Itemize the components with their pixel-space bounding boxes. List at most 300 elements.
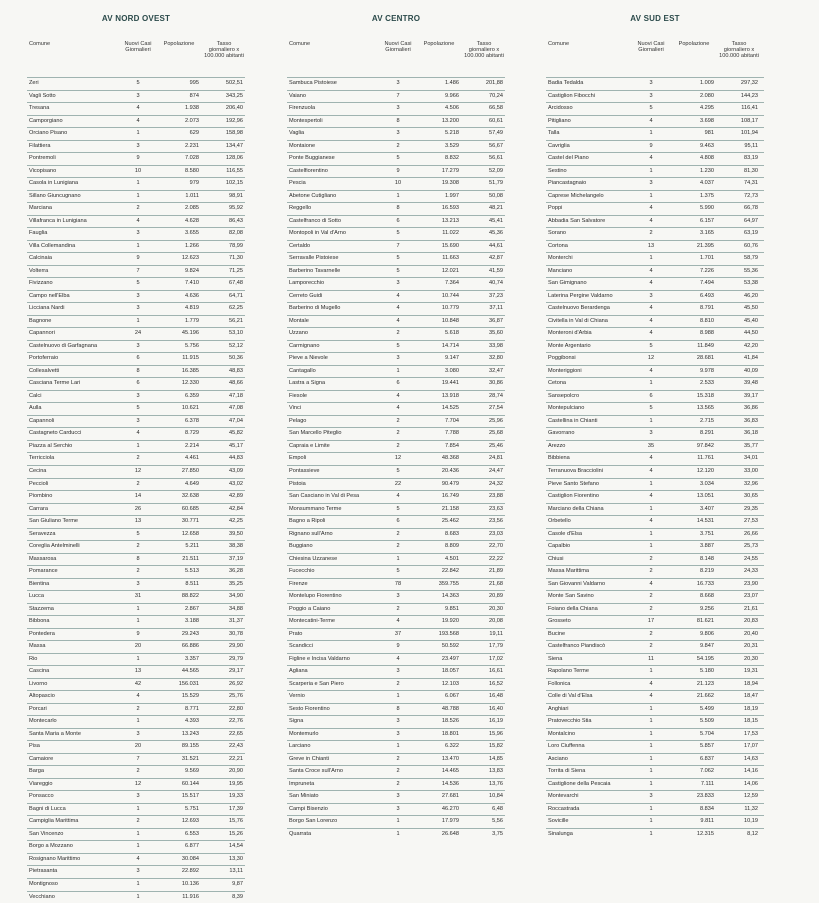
cases-cell: 3 xyxy=(396,593,400,600)
table-row xyxy=(546,440,764,453)
population-cell: 7.854 xyxy=(445,442,459,449)
cases-cell: 1 xyxy=(649,730,653,737)
rate-cell: 50,36 xyxy=(229,355,243,362)
table-row xyxy=(546,402,764,415)
rate-cell: 72,73 xyxy=(744,192,758,199)
comune-cell: Montopoli in Val d'Arno xyxy=(289,230,346,237)
rate-cell: 36,86 xyxy=(744,405,758,412)
population-cell: 8.988 xyxy=(700,330,714,337)
cases-cell: 4 xyxy=(396,317,400,324)
column-headers xyxy=(546,41,764,75)
table-row xyxy=(546,140,764,153)
comune-cell: Vecchiano xyxy=(29,893,55,900)
comune-cell: Bagnone xyxy=(29,317,52,324)
table-row xyxy=(287,665,505,678)
rate-cell: 24,33 xyxy=(744,568,758,575)
population-cell: 16.593 xyxy=(441,205,459,212)
population-cell: 8.832 xyxy=(445,155,459,162)
comune-cell: Porcari xyxy=(29,705,47,712)
rate-cell: 23,03 xyxy=(489,530,503,537)
table-row xyxy=(546,828,764,841)
cases-cell: 1 xyxy=(649,417,653,424)
cases-cell: 4 xyxy=(649,518,653,525)
comune-cell: Fiesole xyxy=(289,392,308,399)
population-cell: 17.979 xyxy=(441,818,459,825)
cases-cell: 4 xyxy=(396,292,400,299)
rate-cell: 67,48 xyxy=(229,280,243,287)
comune-cell: Rio xyxy=(29,655,38,662)
rate-cell: 22,22 xyxy=(489,555,503,562)
comune-cell: Anghiari xyxy=(548,705,569,712)
cases-cell: 7 xyxy=(136,267,140,274)
population-cell: 6.378 xyxy=(185,417,199,424)
comune-cell: Gavorrano xyxy=(548,430,575,437)
cases-cell: 4 xyxy=(649,317,653,324)
population-cell: 7.704 xyxy=(445,417,459,424)
comune-cell: Signa xyxy=(289,718,304,725)
population-cell: 5.218 xyxy=(445,130,459,137)
table-row xyxy=(27,715,245,728)
column-headers xyxy=(287,41,505,75)
population-cell: 7.028 xyxy=(185,155,199,162)
header-comune: Comune xyxy=(548,41,570,47)
comune-cell: Montaione xyxy=(289,142,316,149)
table-row xyxy=(27,402,245,415)
comune-cell: Lastra a Signa xyxy=(289,380,326,387)
comune-cell: Montecarlo xyxy=(29,718,57,725)
comune-cell: Piazza al Serchio xyxy=(29,442,73,449)
rate-cell: 39,48 xyxy=(744,380,758,387)
population-cell: 13.051 xyxy=(696,493,714,500)
rate-cell: 19,95 xyxy=(229,780,243,787)
cases-cell: 4 xyxy=(649,305,653,312)
cases-cell: 4 xyxy=(649,267,653,274)
population-cell: 19.920 xyxy=(441,618,459,625)
rate-cell: 17,02 xyxy=(489,655,503,662)
table-row xyxy=(27,553,245,566)
population-cell: 4.037 xyxy=(700,180,714,187)
population-cell: 27.850 xyxy=(181,467,199,474)
population-cell: 18.801 xyxy=(441,730,459,737)
table-row xyxy=(546,227,764,240)
table-row xyxy=(27,590,245,603)
comune-cell: Casciana Terme Lari xyxy=(29,380,81,387)
rate-cell: 18,94 xyxy=(744,680,758,687)
table-row xyxy=(27,240,245,253)
table-row xyxy=(287,102,505,115)
table-row xyxy=(546,578,764,591)
cases-cell: 5 xyxy=(396,342,400,349)
table-row xyxy=(287,565,505,578)
population-cell: 8.809 xyxy=(445,543,459,550)
table-row xyxy=(546,415,764,428)
population-cell: 14.363 xyxy=(441,593,459,600)
rate-cell: 56,61 xyxy=(489,155,503,162)
population-cell: 12.693 xyxy=(181,818,199,825)
table-row xyxy=(27,728,245,741)
rate-cell: 42,89 xyxy=(229,493,243,500)
cases-cell: 7 xyxy=(136,755,140,762)
table-row xyxy=(27,390,245,403)
header-population: Popolazione xyxy=(423,41,455,47)
cases-cell: 12 xyxy=(647,355,655,362)
table-row xyxy=(287,703,505,716)
comune-cell: Terricciola xyxy=(29,455,55,462)
table-row xyxy=(287,240,505,253)
table-row xyxy=(27,891,245,903)
population-cell: 2.231 xyxy=(185,142,199,149)
cases-cell: 2 xyxy=(136,705,140,712)
rate-cell: 14,85 xyxy=(489,755,503,762)
cases-cell: 9 xyxy=(396,643,400,650)
rate-cell: 52,09 xyxy=(489,167,503,174)
table-row xyxy=(546,653,764,666)
rate-cell: 128,06 xyxy=(225,155,243,162)
table-row xyxy=(27,640,245,653)
header-comune: Comune xyxy=(289,41,311,47)
comune-cell: Borgo San Lorenzo xyxy=(289,818,338,825)
rate-cell: 116,55 xyxy=(226,167,243,174)
population-cell: 3.165 xyxy=(700,230,714,237)
cases-cell: 2 xyxy=(136,768,140,775)
table-row xyxy=(546,528,764,541)
comune-cell: Bucine xyxy=(548,630,566,637)
comune-cell: Pitigliano xyxy=(548,117,571,124)
population-cell: 8.219 xyxy=(700,568,714,575)
population-cell: 22.842 xyxy=(441,568,459,575)
population-cell: 8.668 xyxy=(700,593,714,600)
table-body xyxy=(287,77,505,840)
rate-cell: 20,40 xyxy=(744,630,758,637)
population-cell: 5.751 xyxy=(185,805,199,812)
cases-cell: 42 xyxy=(134,680,142,687)
comune-cell: Massa xyxy=(29,643,46,650)
comune-cell: Capalbio xyxy=(548,543,571,550)
population-cell: 1.375 xyxy=(700,192,714,199)
population-cell: 45.196 xyxy=(181,330,199,337)
table-row xyxy=(287,803,505,816)
population-cell: 629 xyxy=(189,130,199,137)
comune-cell: Pontassieve xyxy=(289,467,320,474)
rate-cell: 192,96 xyxy=(225,117,243,124)
comune-cell: Bagno a Ripoli xyxy=(289,518,326,525)
cases-cell: 3 xyxy=(136,730,140,737)
comune-cell: Greve in Chianti xyxy=(289,755,330,762)
rate-cell: 28,74 xyxy=(489,392,503,399)
rate-cell: 22,65 xyxy=(229,730,243,737)
rate-cell: 57,49 xyxy=(489,130,503,137)
cases-cell: 4 xyxy=(136,855,140,862)
rate-cell: 14,06 xyxy=(744,780,758,787)
rate-cell: 343,25 xyxy=(225,92,243,99)
table-row xyxy=(546,715,764,728)
rate-cell: 60,76 xyxy=(744,242,758,249)
comune-cell: Abbadia San Salvatore xyxy=(548,217,606,224)
cases-cell: 20 xyxy=(134,643,142,650)
comune-cell: Cantagallo xyxy=(289,367,316,374)
rate-cell: 42,84 xyxy=(229,505,243,512)
cases-cell: 3 xyxy=(649,793,653,800)
rate-cell: 24,55 xyxy=(744,555,758,562)
cases-cell: 1 xyxy=(396,555,400,562)
table-row xyxy=(27,565,245,578)
table-row xyxy=(27,815,245,828)
rate-cell: 20,30 xyxy=(744,655,758,662)
table-row xyxy=(27,227,245,240)
table-row xyxy=(546,628,764,641)
table-row xyxy=(27,740,245,753)
table-row xyxy=(27,753,245,766)
rate-cell: 55,36 xyxy=(744,267,758,274)
table-row xyxy=(27,365,245,378)
rate-cell: 17,53 xyxy=(744,730,758,737)
table-row xyxy=(27,165,245,178)
rate-cell: 41,59 xyxy=(489,267,503,274)
table-row xyxy=(287,765,505,778)
table-row xyxy=(546,665,764,678)
rate-cell: 62,25 xyxy=(229,305,243,312)
cases-cell: 31 xyxy=(134,593,142,600)
table-row xyxy=(287,490,505,503)
table-row xyxy=(546,202,764,215)
comune-cell: Castelfranco di Sotto xyxy=(289,217,341,224)
population-cell: 8.810 xyxy=(700,317,714,324)
comune-cell: Camporgiano xyxy=(29,117,63,124)
comune-cell: Vicopisano xyxy=(29,167,57,174)
table-row xyxy=(546,515,764,528)
comune-cell: Campi Bisenzio xyxy=(289,805,328,812)
population-cell: 5.499 xyxy=(700,705,714,712)
rate-cell: 13,30 xyxy=(229,855,243,862)
comune-cell: Sovicille xyxy=(548,818,569,825)
rate-cell: 24,81 xyxy=(489,455,503,462)
cases-cell: 4 xyxy=(649,580,653,587)
table-row xyxy=(546,640,764,653)
cases-cell: 1 xyxy=(649,818,653,825)
comune-cell: Santa Croce sull'Arno xyxy=(289,768,343,775)
cases-cell: 3 xyxy=(136,417,140,424)
rate-cell: 102,15 xyxy=(225,180,243,187)
comune-cell: San Vincenzo xyxy=(29,830,64,837)
population-cell: 21.662 xyxy=(696,693,714,700)
comune-cell: Ponte Buggianese xyxy=(289,155,335,162)
comune-cell: Sesto Fiorentino xyxy=(289,705,330,712)
rate-cell: 20,31 xyxy=(744,643,758,650)
table-row xyxy=(27,615,245,628)
cases-cell: 7 xyxy=(396,242,400,249)
rate-cell: 40,74 xyxy=(489,280,503,287)
rate-cell: 21,68 xyxy=(489,580,503,587)
comune-cell: Monsummano Terme xyxy=(289,505,342,512)
comune-cell: Montemurlo xyxy=(289,730,319,737)
comune-cell: Scandicci xyxy=(289,643,313,650)
table-row xyxy=(546,790,764,803)
comune-cell: Altopascio xyxy=(29,693,55,700)
cases-cell: 5 xyxy=(396,568,400,575)
comune-cell: Capannori xyxy=(29,330,55,337)
comune-cell: Sorano xyxy=(548,230,567,237)
cases-cell: 9 xyxy=(136,255,140,262)
population-cell: 7.111 xyxy=(700,780,714,787)
population-cell: 9.256 xyxy=(700,605,714,612)
population-cell: 44.565 xyxy=(181,668,199,675)
population-cell: 16.733 xyxy=(696,580,714,587)
population-cell: 21.511 xyxy=(182,555,199,562)
table-row xyxy=(287,553,505,566)
rate-cell: 42,87 xyxy=(489,255,503,262)
table-row xyxy=(27,290,245,303)
table-row xyxy=(546,165,764,178)
comune-cell: Zeri xyxy=(29,80,39,86)
population-cell: 13.243 xyxy=(181,730,199,737)
table-row xyxy=(546,490,764,503)
comune-cell: Tresana xyxy=(29,105,50,112)
rate-cell: 46,20 xyxy=(744,292,758,299)
rate-cell: 32,80 xyxy=(489,355,503,362)
population-cell: 2.080 xyxy=(700,92,714,99)
comune-cell: Quarrata xyxy=(289,830,312,837)
comune-cell: San Marcello Piteglio xyxy=(289,430,342,437)
cases-cell: 1 xyxy=(396,192,400,199)
comune-cell: Calci xyxy=(29,392,42,399)
cases-cell: 5 xyxy=(649,342,653,349)
cases-cell: 4 xyxy=(136,117,140,124)
population-cell: 3.407 xyxy=(700,505,714,512)
table-row xyxy=(546,377,764,390)
table-row xyxy=(27,503,245,516)
comune-cell: Larciano xyxy=(289,743,311,750)
population-cell: 22.892 xyxy=(181,868,199,875)
cases-cell: 4 xyxy=(396,305,400,312)
cases-cell: 1 xyxy=(136,893,140,900)
rate-cell: 31,37 xyxy=(229,618,243,625)
rate-cell: 21,61 xyxy=(744,605,758,612)
header-cases: Nuovi Casi Giornalieri xyxy=(124,41,152,54)
rate-cell: 45,17 xyxy=(229,442,243,449)
comune-cell: Vernio xyxy=(289,693,305,700)
table-row xyxy=(287,202,505,215)
table-row xyxy=(287,340,505,353)
rate-cell: 98,91 xyxy=(229,192,243,199)
table-row xyxy=(287,452,505,465)
comune-cell: Certaldo xyxy=(289,242,311,249)
population-cell: 3.529 xyxy=(445,142,459,149)
population-cell: 2.085 xyxy=(185,205,199,212)
table-row xyxy=(546,690,764,703)
cases-cell: 4 xyxy=(396,405,400,412)
population-cell: 50.592 xyxy=(441,643,459,650)
table-row xyxy=(27,603,245,616)
population-cell: 13.213 xyxy=(441,217,459,224)
rate-cell: 43,09 xyxy=(229,467,243,474)
cases-cell: 1 xyxy=(649,705,653,712)
table-row xyxy=(27,678,245,691)
table-row xyxy=(546,90,764,103)
comune-cell: Sillano Giuncugnano xyxy=(29,192,81,199)
comune-cell: Borgo a Mozzano xyxy=(29,843,73,850)
cases-cell: 5 xyxy=(136,280,140,287)
cases-cell: 5 xyxy=(396,230,400,237)
rate-cell: 39,50 xyxy=(229,530,243,537)
cases-cell: 12 xyxy=(134,780,142,787)
comune-cell: Asciano xyxy=(548,755,568,762)
comune-cell: Vaglia xyxy=(289,130,305,137)
cases-cell: 13 xyxy=(647,242,655,249)
comune-cell: Vaiano xyxy=(289,92,307,99)
table-row xyxy=(546,553,764,566)
table-row xyxy=(546,703,764,716)
population-cell: 13.470 xyxy=(441,755,459,762)
population-cell: 81.621 xyxy=(696,618,714,625)
population-cell: 6.877 xyxy=(185,843,199,850)
comune-cell: Carmignano xyxy=(289,342,320,349)
comune-cell: Campiglia Marittima xyxy=(29,818,79,825)
cases-cell: 2 xyxy=(396,417,400,424)
cases-cell: 3 xyxy=(396,805,400,812)
comune-cell: Agliana xyxy=(289,668,308,675)
header-cases: Nuovi Casi Giornalieri xyxy=(384,41,412,54)
table-row xyxy=(287,165,505,178)
table-row xyxy=(27,878,245,891)
table-row xyxy=(287,715,505,728)
population-cell: 5.180 xyxy=(700,668,714,675)
table-row xyxy=(27,215,245,228)
comune-cell: Orciano Pisano xyxy=(29,130,68,137)
rate-cell: 35,25 xyxy=(229,580,243,587)
population-cell: 2.214 xyxy=(185,442,199,449)
population-cell: 30.084 xyxy=(181,855,199,862)
comune-cell: Poppi xyxy=(548,205,563,212)
rate-cell: 8,12 xyxy=(747,830,758,837)
cases-cell: 4 xyxy=(136,217,140,224)
cases-cell: 1 xyxy=(136,180,140,187)
population-cell: 8.148 xyxy=(700,555,714,562)
table-row xyxy=(546,728,764,741)
comune-cell: Sestino xyxy=(548,167,567,174)
rate-cell: 32,47 xyxy=(489,367,503,374)
table-row xyxy=(27,202,245,215)
cases-cell: 1 xyxy=(649,668,653,675)
population-cell: 3.887 xyxy=(700,543,714,550)
comune-cell: Loro Ciuffenna xyxy=(548,743,585,750)
population-cell: 28.681 xyxy=(696,355,714,362)
population-cell: 12.623 xyxy=(181,255,199,262)
table-row xyxy=(546,365,764,378)
population-cell: 12.658 xyxy=(181,530,199,537)
table-row xyxy=(27,803,245,816)
rate-cell: 29,17 xyxy=(229,668,243,675)
comune-cell: Capannoli xyxy=(29,417,55,424)
cases-cell: 1 xyxy=(136,605,140,612)
cases-cell: 3 xyxy=(136,342,140,349)
rate-cell: 78,99 xyxy=(229,242,243,249)
header-population: Popolazione xyxy=(678,41,710,47)
population-cell: 1.938 xyxy=(185,105,199,112)
population-cell: 9.806 xyxy=(700,630,714,637)
population-cell: 4.501 xyxy=(445,555,459,562)
comune-cell: Firenze xyxy=(289,580,308,587)
table-row xyxy=(27,377,245,390)
cases-cell: 3 xyxy=(649,92,653,99)
comune-cell: Montignoso xyxy=(29,881,58,887)
population-cell: 1.230 xyxy=(700,167,714,174)
population-cell: 3.751 xyxy=(700,530,714,537)
rate-cell: 29,79 xyxy=(229,655,243,662)
cases-cell: 5 xyxy=(396,155,400,162)
cases-cell: 8 xyxy=(136,367,140,374)
rate-cell: 53,10 xyxy=(229,330,243,337)
cases-cell: 4 xyxy=(649,205,653,212)
